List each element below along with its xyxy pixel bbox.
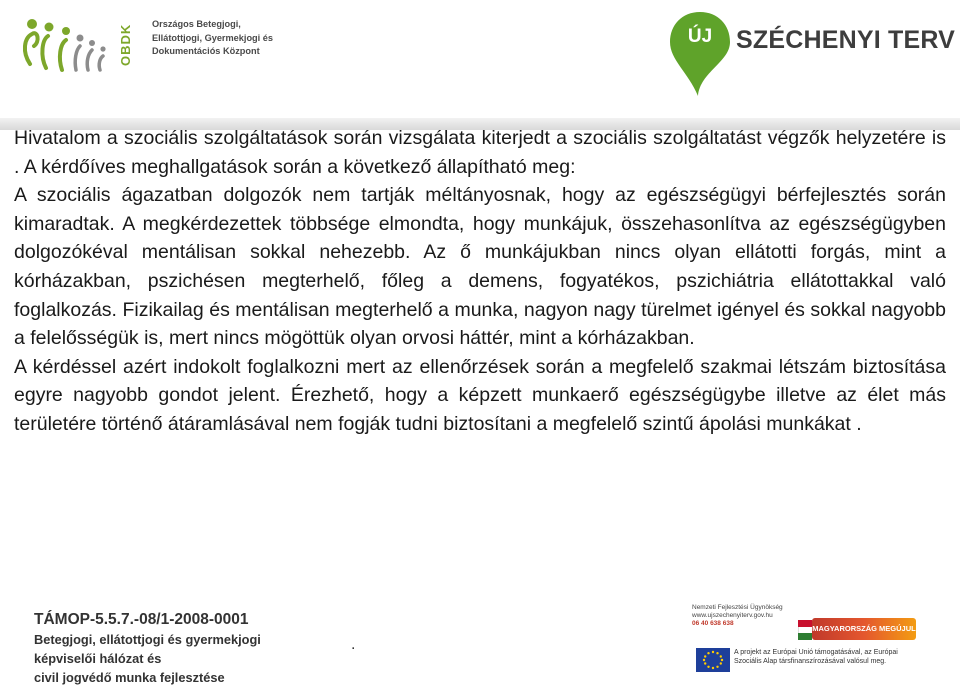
obdk-side-label: OBDK <box>118 23 133 67</box>
tamop-block <box>34 610 364 687</box>
nfu-agency-text <box>692 604 802 628</box>
paragraph: A szociális ágazatban dolgozók nem tartják méltányosnak, hogy az egészségügyi bérfejlesztés során kimaradtak. A megkérdezettek többsége elmondta, hogy munkájuk, összehasonlítva az egészségügyben dolgozókéval mentálisan sokkal nehezebb. Az ő munkájukban nincs olyan ellátotti forgás, mint a kórházakban, pszichésen megterhelő, főleg a demens, fogyatékos, pszichiátria ellátottakkal való foglalkozás. Fizikailag és mentálisan megterhelő a munka, nagyon nagy türelmet igényel és sokkal nagyobb a felelősségük is, mert nincs mögöttük olyan orvosi háttér, mint a kórházakban. <box>14 184 946 350</box>
obdk-name-block <box>152 18 282 59</box>
nfu-phone: 06 40 638 638 <box>692 620 734 627</box>
eu-line: A projekt az Európai Unió támogatásával, az Európai <box>734 649 898 656</box>
obdk-logo <box>18 12 278 76</box>
obdk-figures-icon <box>18 12 110 76</box>
nfu-line: Nemzeti Fejlesztési Ügynökség <box>692 604 783 611</box>
separator-dot: . <box>351 636 356 653</box>
szechenyi-badge: ÚJ <box>687 26 713 47</box>
obdk-line: Országos Betegjogi, <box>152 19 241 29</box>
magyarorszag-megujul-banner: MAGYARORSZÁG MEGÚJUL <box>812 618 916 640</box>
paragraph: Hivatalom a szociális szolgáltatások során vizsgálata kiterjedt a szociális szolgáltatást végzők helyzetére is . A kérdőíves meghallgatások során a következő állapítható meg: <box>14 127 946 178</box>
tamop-code: TÁMOP-5.5.7.-08/1-2008-0001 <box>34 611 249 628</box>
tamop-line: Betegjogi, ellátottjogi és gyermekjogi <box>34 632 261 647</box>
eu-line: Szociális Alap társfinanszírozásával valósul meg. <box>734 658 887 665</box>
nfu-eu-block <box>690 604 952 696</box>
szechenyi-terv-logo <box>668 10 956 100</box>
main-text <box>14 124 946 439</box>
tamop-line: képviselői hálózat és <box>34 651 162 666</box>
paragraph: A kérdéssel azért indokolt foglalkozni mert az ellenőrzések során a megfelelő szakmai létszám biztosítása egyre nagyobb gondot jelent. Érezhető, hogy a képzett munkaerő egészségügybe illetve az élet más területére történő átáramlásával nem fogják tudni biztosítani a megfelelő szintű ápolási munkákat . <box>14 355 946 435</box>
nfu-line: www.ujszechenyiterv.gov.hu <box>692 612 773 619</box>
map-pin-icon <box>668 10 732 98</box>
tamop-line: civil jogvédő munka fejlesztése <box>34 670 225 685</box>
szechenyi-name: SZÉCHENYI TERV <box>736 26 956 54</box>
eu-support-text <box>734 648 950 666</box>
obdk-line: Dokumentációs Központ <box>152 46 260 56</box>
obdk-line: Ellátottjogi, Gyermekjogi és <box>152 32 273 43</box>
eu-flag-icon <box>696 648 730 672</box>
hungarian-flag-icon <box>798 620 812 640</box>
